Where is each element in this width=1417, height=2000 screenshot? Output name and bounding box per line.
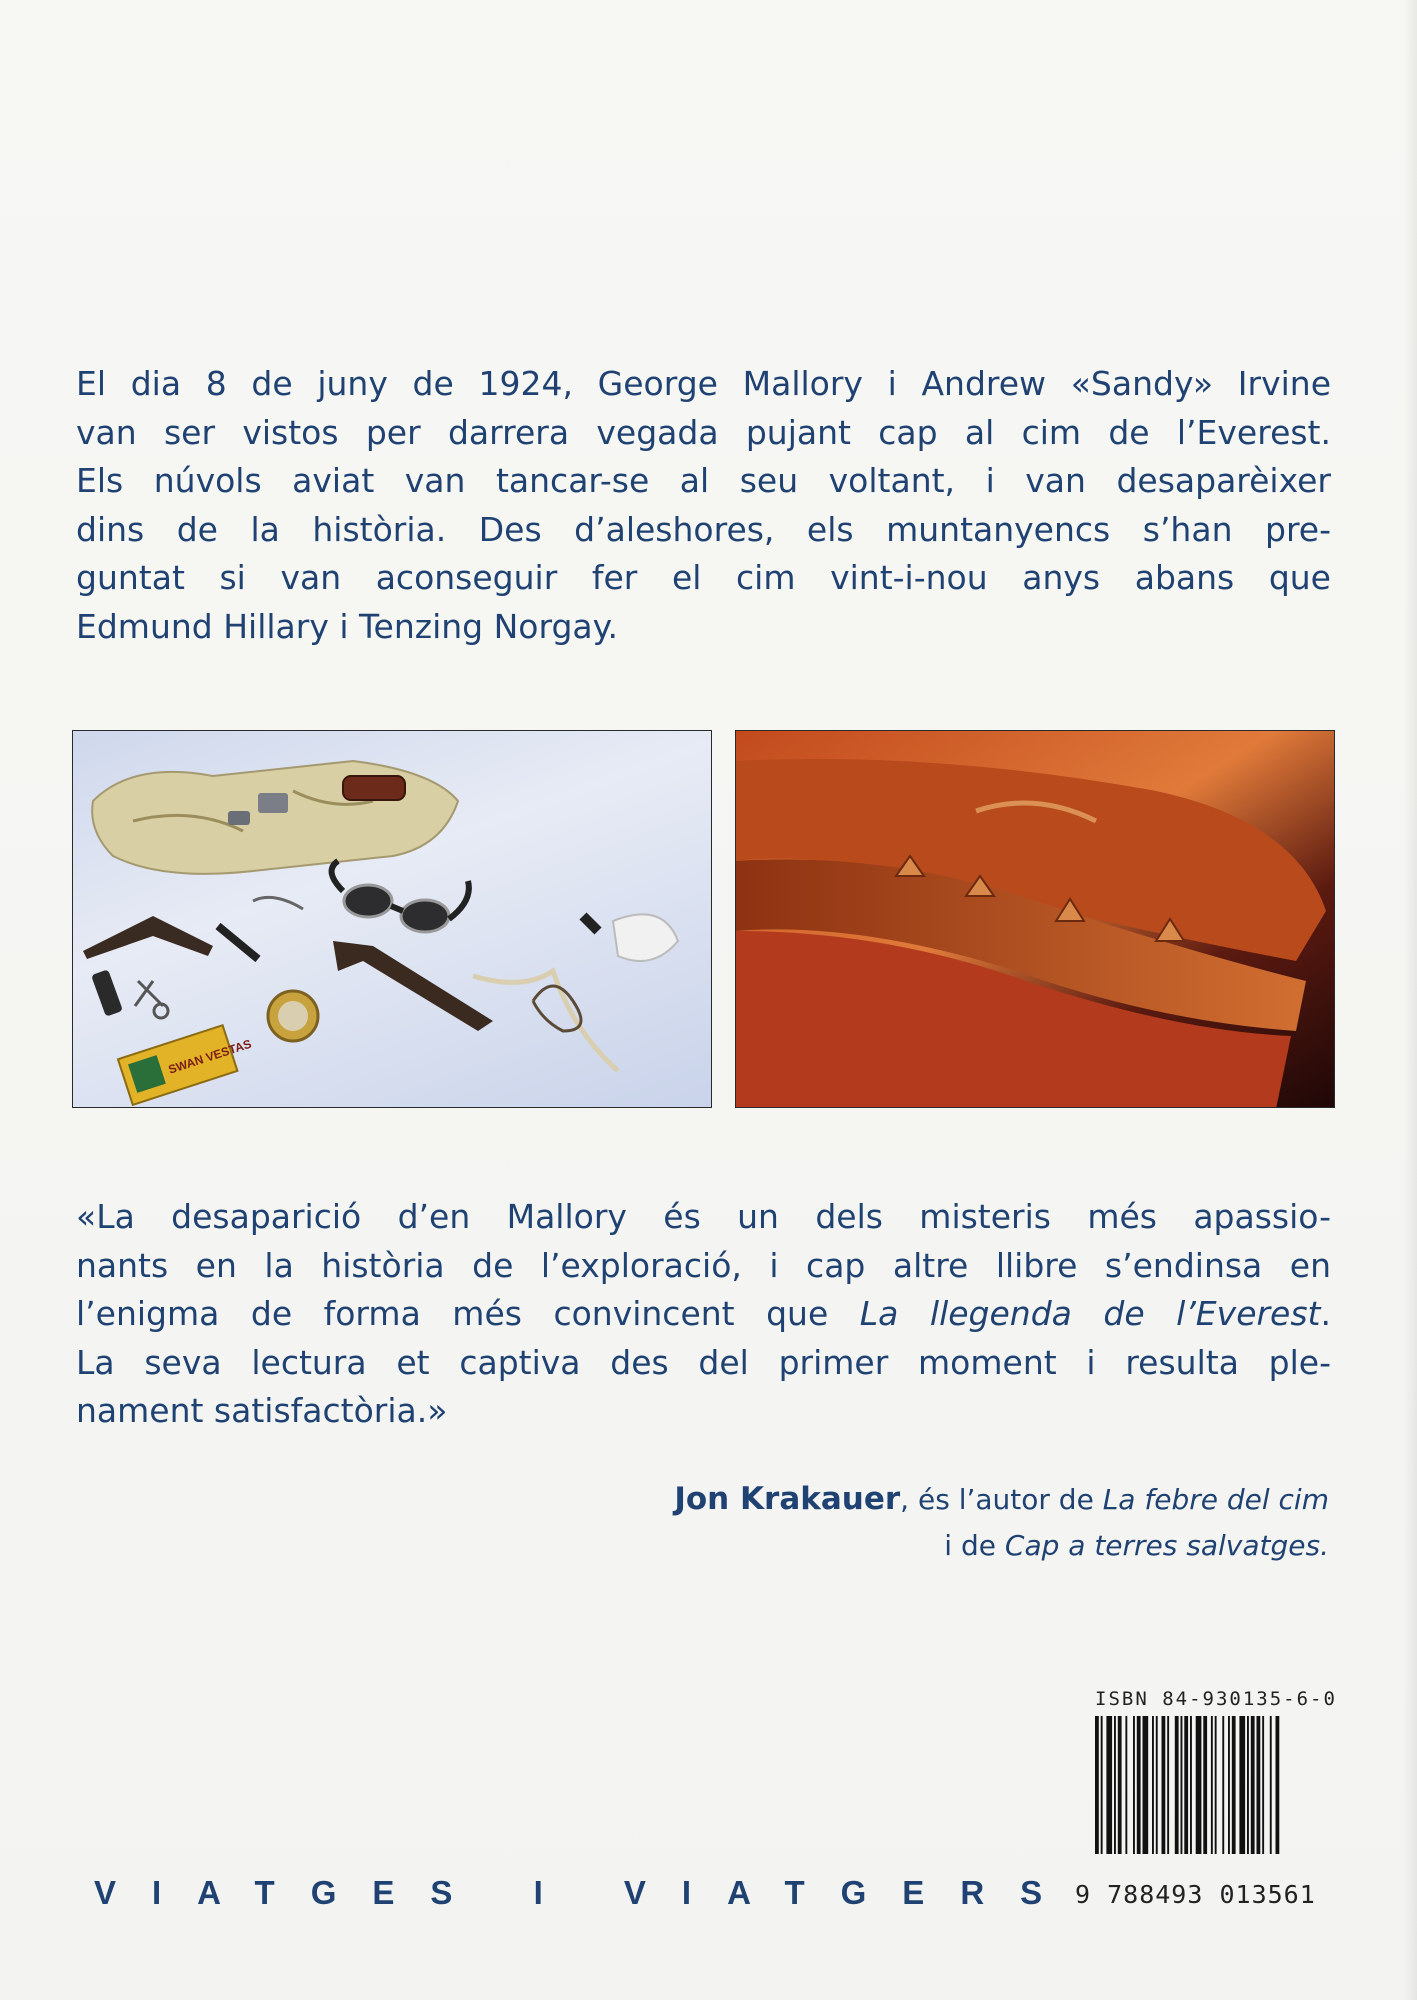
rope-bundle [613, 914, 678, 961]
barcode-bar [1167, 1716, 1169, 1854]
barcode-bar [1156, 1716, 1158, 1854]
barcode-bar [1175, 1716, 1179, 1854]
small-case [91, 969, 123, 1017]
barcode-bar [1232, 1716, 1236, 1854]
quote-line [76, 1290, 1331, 1339]
cover-edge-shadow [1403, 0, 1417, 2000]
matchbox [118, 1019, 258, 1105]
barcode-bar [1143, 1716, 1149, 1854]
barcode-bar [1257, 1716, 1261, 1854]
book-title: La llegenda de l’Everest [859, 1294, 1321, 1333]
barcode-bar [1106, 1716, 1112, 1854]
barcode-bar [1190, 1716, 1192, 1854]
matchbox-label: SWAN VESTAS [166, 1036, 254, 1077]
artifacts-photo [72, 730, 712, 1108]
synopsis-line: van ser vistos per darrera vegada pujant cap al cim de l’Everest. [76, 412, 1331, 452]
review-quote [76, 1193, 1331, 1436]
scissors [135, 981, 163, 1006]
goggle-lens [344, 885, 392, 917]
quote-text: . [1320, 1294, 1331, 1333]
attribution-book: Cap a terres salvatges. [1004, 1529, 1329, 1562]
metal-piece [258, 793, 288, 813]
quote-attribution [674, 1476, 1329, 1569]
series-title: VIATGES I VIATGERS [94, 1874, 1079, 1911]
isbn-label: ISBN 84-930135-6-0 [1095, 1688, 1337, 1710]
barcode-bar [1162, 1716, 1166, 1854]
tin-face [278, 1001, 308, 1031]
barcode-bar [1118, 1716, 1122, 1854]
synopsis-line: guntat si van aconseguir fer el cim vint-i-nou anys abans que [76, 558, 1331, 597]
barcode-bar [1133, 1716, 1135, 1854]
barcode-bar [1152, 1716, 1154, 1854]
synopsis-line: Els núvols aviat van tancar-se al seu voltant, i van desaparèixer [76, 461, 1331, 500]
boot-illustration [736, 731, 1335, 1108]
barcode-bar [1239, 1716, 1245, 1854]
attribution-text: , és l’autor de [900, 1483, 1103, 1516]
barcode-bar [1114, 1716, 1116, 1854]
barcode-bar [1228, 1716, 1230, 1854]
quote-line: nants en la història de l’exploració, i cap altre llibre s’endinsa en [76, 1245, 1331, 1285]
pocket-knife [83, 916, 213, 959]
barcode-icon [1095, 1716, 1337, 1854]
barcode-bar [1137, 1716, 1141, 1854]
barcode-bar [1095, 1716, 1099, 1854]
boot-photo [735, 730, 1335, 1108]
synopsis-line: Edmund Hillary i Tenzing Norgay. [76, 606, 618, 646]
metal-piece [228, 811, 250, 825]
pencil [218, 926, 258, 959]
artifacts-illustration [73, 731, 712, 1108]
glasses-case [343, 776, 405, 800]
attribution-text: i de [944, 1529, 1005, 1562]
quote-text: l’enigma de forma més convincent que [76, 1294, 860, 1333]
attribution-author: Jon Krakauer [674, 1481, 901, 1517]
synopsis-line: El dia 8 de juny de 1924, George Mallory i Andrew «Sandy» Irvine [76, 364, 1331, 403]
barcode-bar [1222, 1716, 1224, 1854]
leather-strap [333, 941, 493, 1031]
synopsis-paragraph [76, 360, 1331, 651]
goggle-lens [401, 900, 449, 932]
safety-pin [253, 897, 303, 909]
quote-line: nament satisfactòria.» [76, 1391, 448, 1430]
quote-line: «La desaparició d’en Mallory és un dels misteris més apassio- [76, 1197, 1331, 1236]
barcode-bar [1211, 1716, 1213, 1854]
barcode-bar [1125, 1716, 1127, 1854]
barcode-bar [1215, 1716, 1217, 1854]
ean-digits: 9 788493 013561 [1075, 1880, 1316, 1909]
barcode-bar [1181, 1716, 1183, 1854]
barcode-bar [1270, 1716, 1272, 1854]
attribution-book: La febre del cim [1102, 1483, 1329, 1516]
synopsis-line: dins de la història. Des d’aleshores, els muntanyencs s’han pre- [76, 509, 1331, 549]
barcode-bar [1196, 1716, 1202, 1854]
barcode-bar [1276, 1716, 1280, 1854]
dark-piece [583, 916, 598, 931]
quote-line: La seva lectura et captiva des del primer moment i resulta ple- [76, 1342, 1331, 1382]
barcode-bar [1247, 1716, 1249, 1854]
barcode-bar [1251, 1716, 1255, 1854]
cord [473, 971, 618, 1071]
barcode-bar [1101, 1716, 1103, 1854]
barcode-bar [1184, 1716, 1188, 1854]
barcode-bar [1203, 1716, 1207, 1854]
barcode-bar [1262, 1716, 1264, 1854]
wire-coil [533, 986, 581, 1031]
